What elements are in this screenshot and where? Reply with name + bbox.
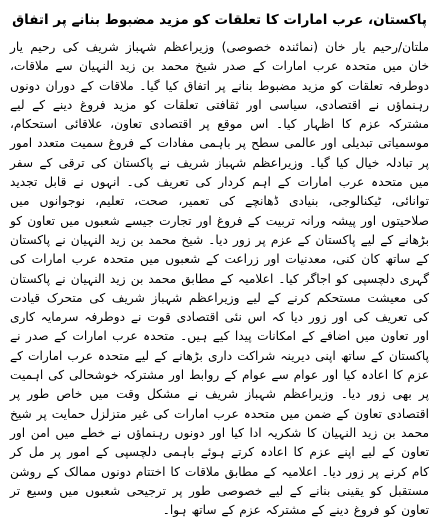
article-body: ملتان/رحیم یار خان (نمائندہ خصوصی) وزیراعظم شہباز شریف کی رحیم یار خان میں متحدہ عرب امارات کے صدر شیخ محمد بن زید النہیان سے ملاقات، دوطرفہ تعلقات کو مزید مضبوط بنانے پر اتفاق کیا گیا۔ ملاقات کے دوران دونوں رہنماؤں نے اقتصادی، سیاسی اور ثقافتی تعلقات کو مزید فروغ دینے کے لیے مشترکہ عزم کا اظہار کیا۔ اس موقع پر اقتصادی تعاون، علاقائی استحکام، موسمیاتی تبدیلی اور عالمی سطح پر باہمی مفادات کے فروغ سمیت متعدد امور پر تبادلہ خیال کیا گیا۔ وزیراعظم شہباز شریف نے پاکستان کی ترقی کے سفر میں متحدہ عرب امارات کے اہم کردار کی تعریف کی۔ انہوں نے قابل تجدید توانائی، ٹیکنالوجی، بنیادی ڈھانچے کی تعمیر، صحت، تعلیم، نوجوانوں میں صلاحیتوں اور پیشہ ورانہ تربیت کے فروغ اور تجارت جیسے شعبوں میں تعاون کو بڑھانے کے لیے پاکستان کے عزم پر زور دیا۔ شیخ محمد بن زید النہیان نے پاکستان کے ساتھ کان کنی، معدنیات اور زراعت کے شعبوں میں متحدہ عرب امارات کی گہری دلچسپی کو اجاگر کیا۔ اعلامیہ کے مطابق محمد بن زید النہیان نے پاکستان کی معیشت مستحکم کرنے کے لیے وزیراعظم شہباز شریف کی متحرک قیادت کی تعریف کی اور زور دیا کہ اس نئی اقتصادی قوت نے دوطرفہ سرمایہ کاری اور تعاون میں اضافے کے امکانات پیدا کیے ہیں۔ متحدہ عرب امارات کے صدر نے پاکستان کے ساتھ اپنی دیرینہ شراکت داری بڑھانے کے لیے متحدہ عرب امارات کے عزم کا اعادہ کیا اور عوام سے عوام کے روابط اور مشترکہ خوشحالی کی اہمیت پر بھی زور دیا۔ وزیراعظم شہباز شریف نے مشکل وقت میں خاص طور پر اقتصادی تعاون کے ضمن میں متحدہ عرب امارات کی غیر متزلزل حمایت پر شیخ محمد بن زید النہیان کا شکریہ ادا کیا اور دونوں رہنماؤں نے خطے میں امن اور تعاون کے لیے اپنے عزم کا اعادہ کرتے ہوئے باہمی دلچسپی کے امور پر مل کر کام کرنے پر زور دیا۔ اعلامیہ کے مطابق ملاقات کا اختتام دونوں ممالک کے روشن مستقبل کو یقینی بنانے کے لیے خصوصی طور پر ترجیحی شعبوں میں وسیع تر تعاون کو فروغ دینے کے مشترکہ عزم کے ساتھ ہوا۔ — [10, 40, 429, 518]
article-headline: پاکستان، عرب امارات کا تعلقات کو مزید مضبوط بنانے پر اتفاق — [12, 12, 427, 28]
